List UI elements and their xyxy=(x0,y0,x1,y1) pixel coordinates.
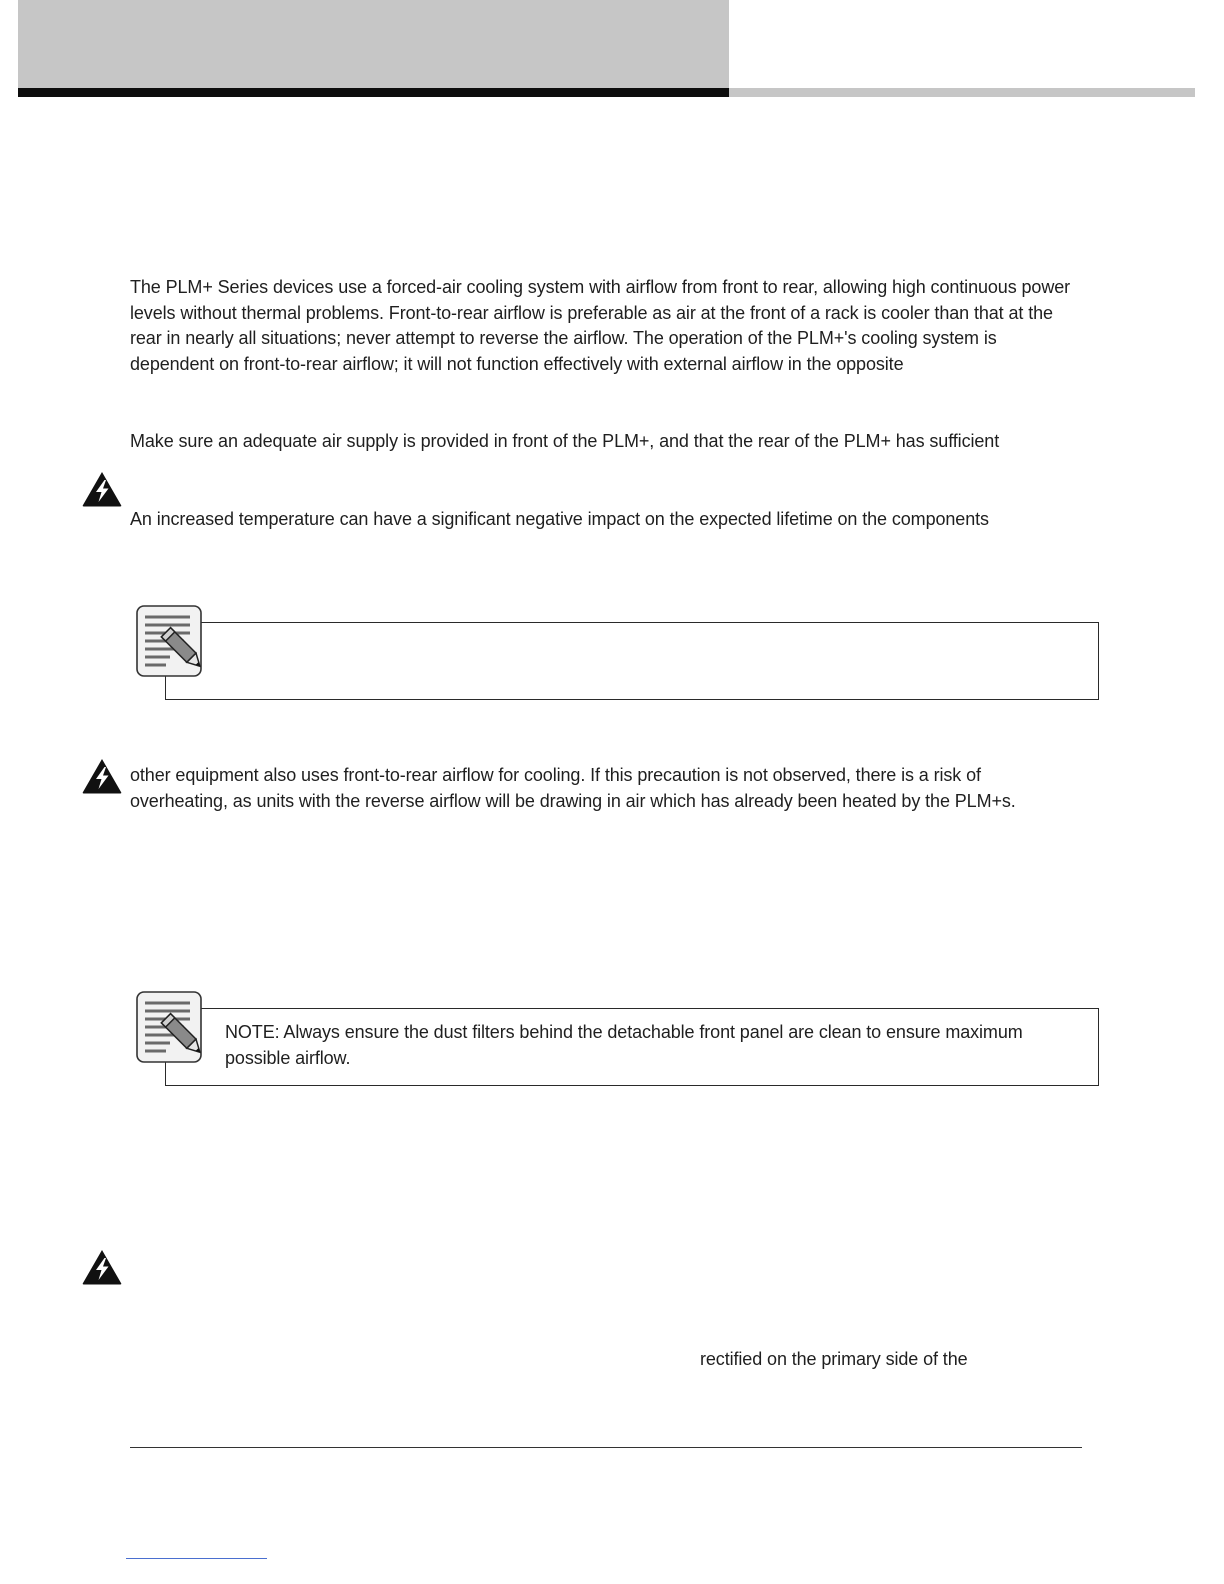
note-icon xyxy=(134,989,210,1065)
note-box-empty xyxy=(165,622,1099,700)
warning-icon xyxy=(82,1249,122,1285)
dust-filters-note-text: NOTE: Always ensure the dust filters behind the detachable front panel are clean to ensure maximum possible airflow. xyxy=(225,1022,1023,1068)
rectified-fragment: rectified on the primary side of the xyxy=(700,1349,968,1369)
rack-warning-paragraph: other equipment also uses front-to-rear airflow for cooling. If this precaution is not observed, there is a risk of overheating, as units with the reverse airflow will be drawing in air which has already been heated by the PLM+s. xyxy=(130,765,1016,811)
header-rule-dark xyxy=(18,88,729,97)
footer-link-underline[interactable] xyxy=(126,1558,267,1559)
footer-rule xyxy=(130,1447,1082,1448)
header-rule-light xyxy=(729,88,1195,97)
cooling-intro-paragraph: The PLM+ Series devices use a forced-air cooling system with airflow from front to rear, allowing high continuous power levels without thermal problems. Front-to-rear airflow is preferable as air at the front of a rack is cooler than that at the rear in nearly all situations; never attempt to reverse the airflow. The operation of the PLM+'s cooling system is dependent on front-to-rear airflow; it will not function effectively with external airflow in the opposite xyxy=(130,277,1071,375)
note-icon xyxy=(134,603,210,679)
air-supply-paragraph: Make sure an adequate air supply is provided in front of the PLM+, and that the rear of the PLM+ has sufficient xyxy=(130,431,1000,451)
temperature-paragraph: An increased temperature can have a significant negative impact on the expected lifetime on the components xyxy=(130,509,989,529)
header-banner xyxy=(18,0,729,88)
warning-icon xyxy=(82,471,122,507)
warning-icon xyxy=(82,758,122,794)
